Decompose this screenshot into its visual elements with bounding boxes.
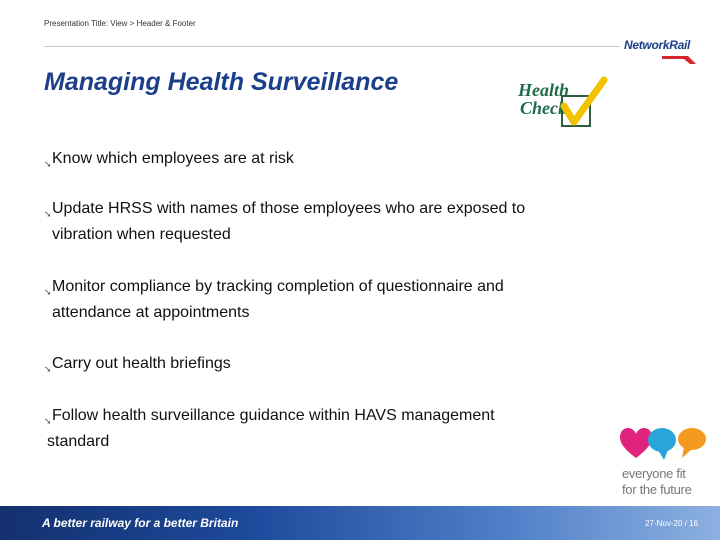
bullet-text: Monitor compliance by tracking completion of questionnaire and attendance at appointments — [52, 278, 504, 321]
logo-swoosh-icon — [660, 53, 700, 67]
footer-bar — [0, 506, 720, 540]
bullet-item — [44, 146, 294, 172]
arrow-bullet-icon: ➘ — [44, 364, 52, 374]
network-rail-logo-text: NetworkRail — [624, 38, 691, 52]
arrow-bullet-icon: ➘ — [44, 159, 52, 169]
bullet-text: Follow health surveillance guidance within HAVS management — [52, 407, 495, 424]
bullet-item — [44, 403, 495, 455]
campaign-line1: everyone fit — [622, 466, 686, 481]
bullet-item — [44, 196, 525, 248]
bullet-text: Update HRSS with names of those employees who are exposed to vibration when requested — [52, 200, 526, 243]
arrow-bullet-icon: ➘ — [44, 416, 52, 426]
arrow-bullet-icon: ➘ — [44, 209, 52, 219]
bullet-text: Carry out health briefings — [52, 355, 231, 372]
bullet-text-continued: standard — [47, 433, 110, 450]
arrow-bullet-icon: ➘ — [44, 287, 52, 297]
health-check-line2: Check — [520, 98, 567, 118]
header-text: Presentation Title: View > Header & Footer — [44, 19, 196, 28]
bullet-item — [44, 351, 231, 377]
health-check-icon — [516, 76, 612, 132]
network-rail-logo — [620, 34, 704, 68]
bullet-text: Know which employees are at risk — [52, 150, 294, 167]
health-check-line1: Health — [518, 80, 570, 100]
footer-tagline: A better railway for a better Britain — [42, 516, 239, 530]
page-number: 27-Nov-20 / 16 — [645, 519, 698, 528]
speech-bubbles-icon — [618, 424, 710, 464]
campaign-line2: for the future — [622, 482, 692, 497]
header-rule — [44, 46, 620, 47]
everyone-fit-logo — [618, 424, 710, 500]
page-title: Managing Health Surveillance — [44, 68, 399, 96]
bullet-item — [44, 274, 504, 326]
